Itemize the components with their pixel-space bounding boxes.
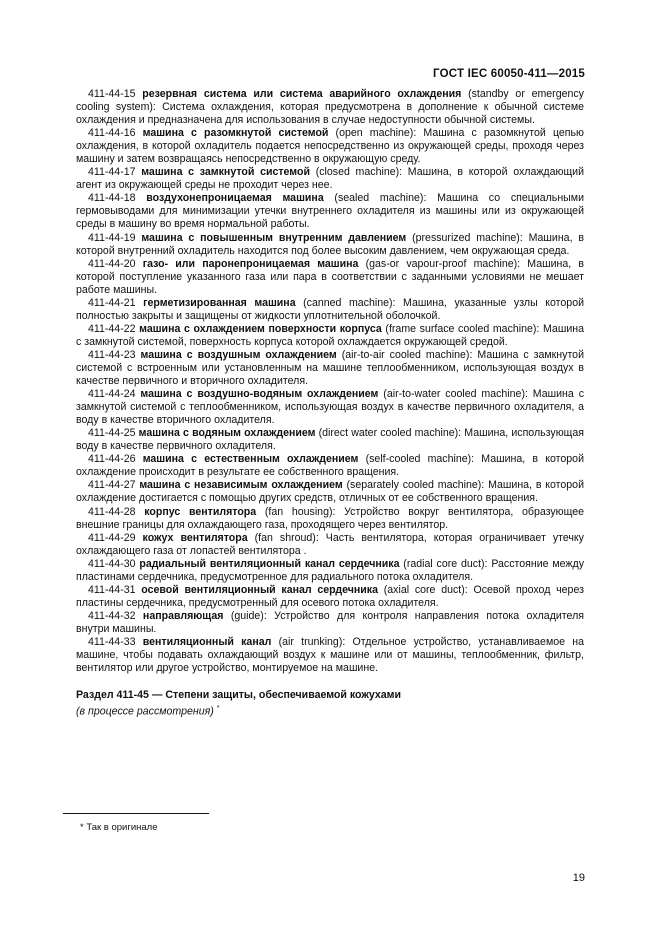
term-definition: (fan housing): Устройство вокруг вентилятора, образующее внешние границы для охлаждающего газа, проходящего через вентилятор. — [76, 505, 584, 531]
term-entry — [76, 584, 584, 610]
term-name: машина с воздушным охлаждением — [140, 348, 337, 361]
term-entry — [76, 297, 584, 323]
section-title: Раздел 411-45 — Степени защиты, обеспечиваемой кожухами — [76, 689, 401, 702]
term-definition: (fan shroud): Часть вентилятора, которая ограничивает утечку охлаждающего газа от лопастей вентилятора . — [76, 531, 584, 557]
term-definition: (open machine): Машина с разомкнутой цепью охлаждения, в которой охладитель подается непосредственно из окружающей среды, проходя через машину и затем возвращаясь непосредственно в окружающую среду. — [76, 127, 584, 166]
term-number: 411-44-29 — [88, 531, 136, 544]
term-name: осевой вентиляционный канал сердечника — [141, 583, 378, 596]
term-entry — [76, 192, 584, 231]
term-name: машина с повышенным внутренним давлением — [141, 231, 407, 244]
term-entry — [76, 427, 584, 453]
term-definition: (air-to-air cooled machine): Машина с замкнутой системой с встроенным или установленным на машине теплообменником, использующая воздух в качестве первичного и вторичного охладителя. — [76, 348, 584, 388]
document-body — [76, 88, 584, 719]
term-definition: (closed machine): Машина, в которой охлаждающий агент из окружающей среды не проходит через нее. — [76, 166, 585, 192]
term-number: 411-44-21 — [88, 296, 136, 309]
term-name: направляющая — [142, 609, 224, 622]
term-number: 411-44-20 — [88, 257, 136, 270]
page-number: 19 — [572, 872, 585, 884]
term-definition: (pressurized machine): Машина, в которой внутренний охладитель находится под более высоким давлением, чем окружающая среда. — [76, 231, 584, 257]
term-number: 411-44-32 — [88, 609, 136, 622]
term-name: машина с естественным охлаждением — [142, 453, 359, 466]
term-name: корпус вентилятора — [144, 505, 257, 518]
term-definition: (sealed machine): Машина со специальными гермовыводами для минимизации утечки внутреннего охладителя из машины или из окружающей среды в машину во время нормальной работы. — [76, 192, 584, 231]
term-number: 411-44-15 — [88, 88, 136, 100]
term-entry — [76, 532, 584, 558]
term-definition: (radial core duct): Расстояние между пластинами сердечника, предусмотренное для радиального потока охладителя. — [76, 557, 584, 583]
term-definition: (guide): Устройство для контроля направления потока охладителя внутри машины. — [76, 609, 584, 635]
term-name: газо- или паронепроницаемая машина — [142, 257, 359, 270]
term-name: резервная система или система аварийного охлаждения — [142, 88, 462, 100]
term-name: вентиляционный канал — [142, 635, 272, 648]
term-number: 411-44-33 — [88, 635, 136, 648]
term-entry — [76, 232, 584, 258]
term-number: 411-44-17 — [88, 166, 136, 179]
term-entry — [76, 166, 584, 192]
term-name: воздухонепроницаемая машина — [146, 192, 324, 205]
term-entry — [76, 388, 584, 427]
term-entries — [76, 88, 584, 675]
term-name: машина с разомкнутой системой — [142, 127, 329, 140]
footnote-divider — [63, 813, 209, 814]
document-header: ГОСТ IEC 60050-411—2015 — [433, 68, 585, 80]
footnote: * Так в оригинале — [80, 822, 158, 833]
term-name: герметизированная машина — [143, 296, 296, 309]
term-entry — [76, 258, 584, 297]
term-name: машина с водяным охлаждением — [138, 427, 316, 440]
term-name: кожух вентилятора — [142, 531, 248, 544]
term-definition: (frame surface cooled machine): Машина с замкнутой системой, поверхность корпуса которой охлаждается окружающей средой. — [76, 322, 584, 348]
term-entry — [76, 479, 584, 505]
term-number: 411-44-25 — [88, 427, 136, 440]
term-name: машина с охлаждением поверхности корпуса — [139, 322, 382, 335]
term-number: 411-44-23 — [88, 348, 136, 361]
term-number: 411-44-22 — [88, 322, 136, 335]
term-definition: (standby or emergency cooling system): Система охлаждения, которая предусмотрена в дополнение к обычной системе охлаждения и предназначена для использования в случае недоступности обычной системы. — [76, 88, 584, 127]
term-entry — [76, 506, 584, 532]
term-name: машина с независимым охлаждением — [139, 479, 343, 492]
term-number: 411-44-18 — [88, 192, 136, 205]
section-subtitle-text: (в процессе рассмотрения) — [76, 705, 214, 718]
term-number: 411-44-31 — [88, 583, 136, 596]
term-definition: (canned machine): Машина, указанные узлы которой полностью закрыты и защищены от жидкости уплотнительной оболочкой. — [76, 296, 585, 322]
term-number: 411-44-30 — [88, 557, 136, 570]
term-entry — [76, 636, 584, 675]
term-entry — [76, 349, 584, 388]
term-name: машина с замкнутой системой — [141, 166, 310, 179]
term-name: машина с воздушно-водяным охлаждением — [140, 388, 379, 401]
term-entry — [76, 88, 584, 127]
term-definition: (direct water cooled machine): Машина, использующая воду в качестве первичного охладителя. — [76, 427, 584, 453]
term-number: 411-44-24 — [88, 388, 136, 401]
term-number: 411-44-28 — [88, 505, 136, 518]
term-definition: (separately cooled machine): Машина, в которой охлаждение достигается с помощью других средств, отличных от ее собственного вращения. — [76, 479, 584, 505]
term-name: радиальный вентиляционный канал сердечника — [139, 557, 400, 570]
term-entry — [76, 323, 584, 349]
term-number: 411-44-27 — [88, 479, 136, 492]
term-number: 411-44-19 — [88, 231, 136, 244]
term-definition: (axial core duct): Осевой проход через пластины сердечника, предусмотренный для осевого потока охладителя. — [76, 583, 584, 609]
section-subtitle — [76, 702, 584, 719]
term-number: 411-44-16 — [88, 127, 136, 140]
term-definition: (gas-or vapour-proof machine): Машина, в которой поступление указанного газа или пара в соответствии с заданными условиями не мешает работе машины. — [76, 257, 584, 296]
term-number: 411-44-26 — [88, 453, 136, 466]
term-definition: (air trunking): Отдельное устройство, устанавливаемое на машине, чтобы подавать охлаждающий воздух к машине или от машины, теплообменник, фильтр, вентилятор или другое устройство, монтируемое на машине. — [76, 635, 584, 675]
footnote-mark: * — [216, 705, 220, 713]
term-entry — [76, 127, 584, 166]
term-entry — [76, 610, 584, 636]
term-entry — [76, 558, 584, 584]
term-definition: (air-to-water cooled machine): Машина с замкнутой системой с теплообменником, использующая воздух в качестве первичного охладителя, а воду в качестве вторичного охладителя. — [76, 388, 584, 427]
term-definition: (self-cooled machine): Машина, в которой охлаждение происходит в результате ее собственного вращения. — [76, 453, 584, 479]
term-entry — [76, 453, 584, 479]
